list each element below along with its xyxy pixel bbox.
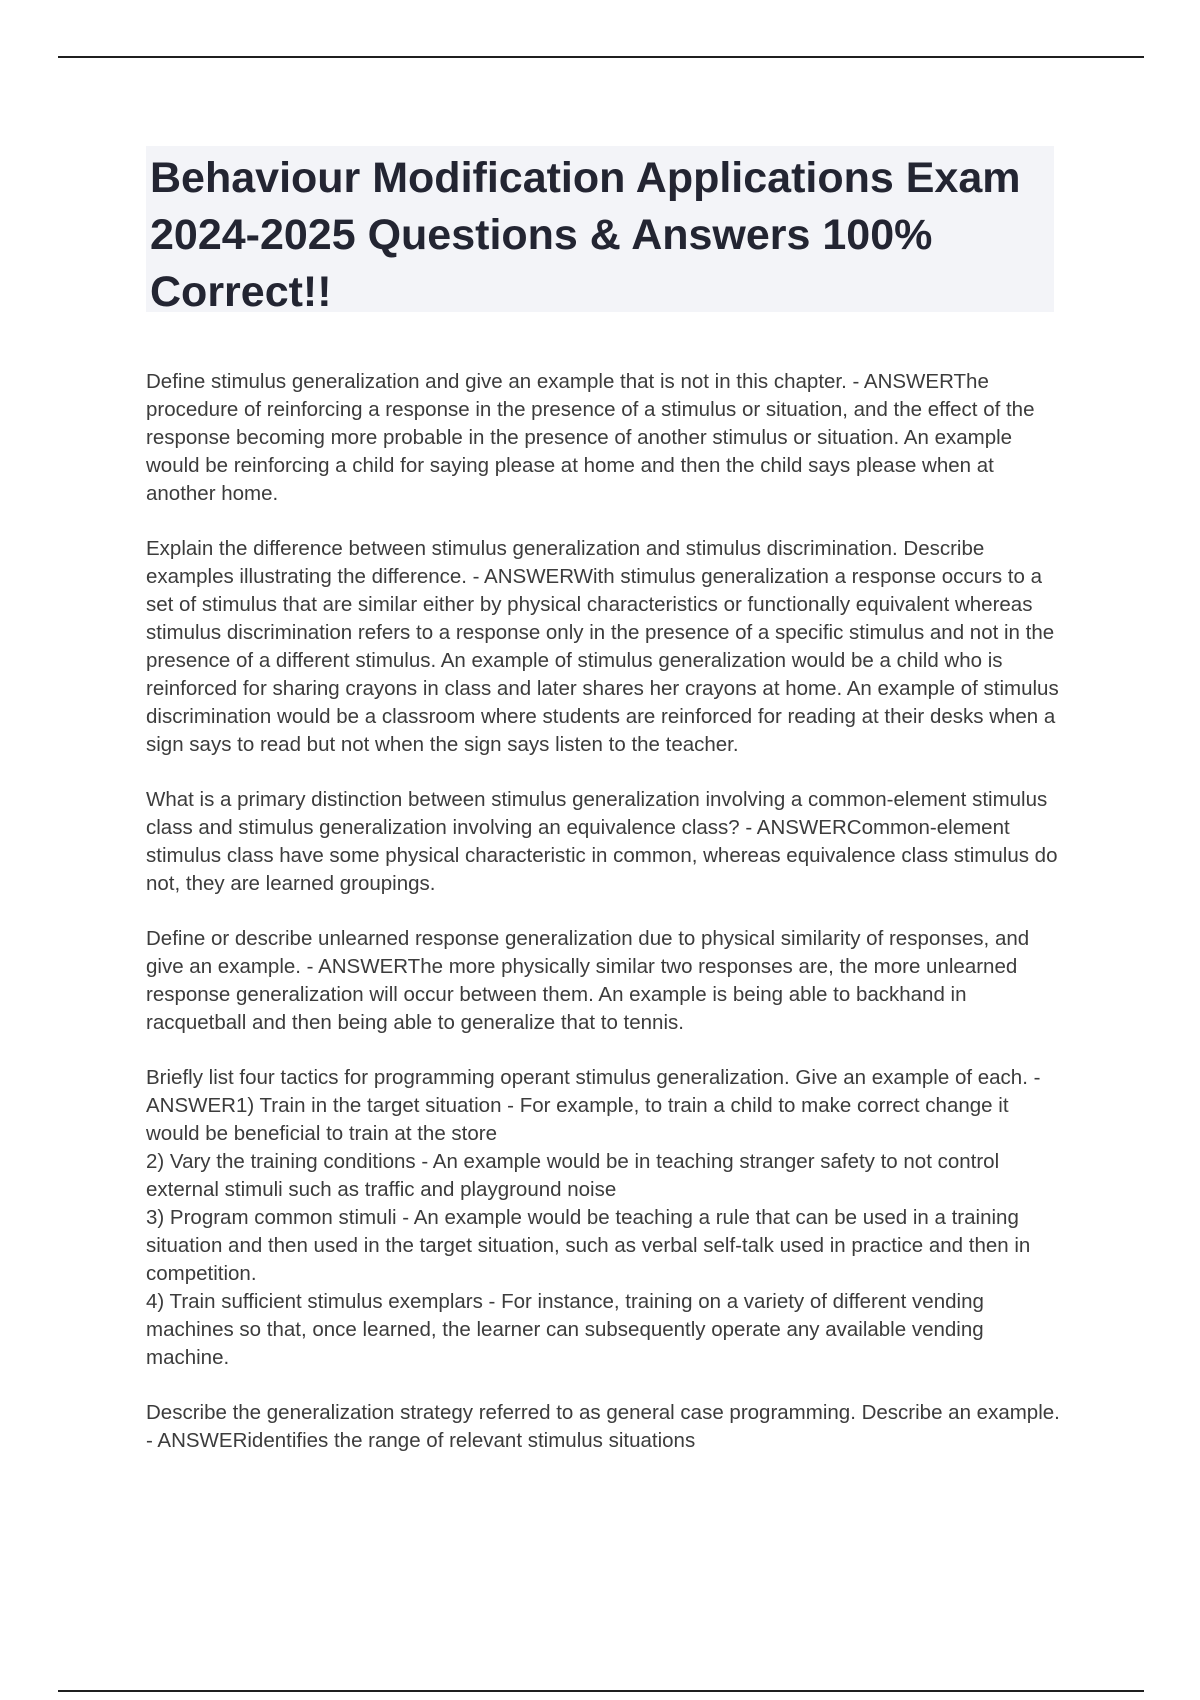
qa-item-2: Explain the difference between stimulus generalization and stimulus discrimination. Describe examples illustrating the difference. - ANSWERWith stimulus generalization a response occurs to a set of stimulus that are similar either by physical characteristics or functionally equivalent whereas stimulus discrimination refers to a response only in the presence of a specific stimulus and not in the presence of a different stimulus. An example of stimulus generalization would be a child who is reinforced for sharing crayons in class and later shares her crayons at home. An example of stimulus discrimination would be a classroom where students are reinforced for reading at their desks when a sign says to read but not when the sign says listen to the teacher. bbox=[146, 537, 1059, 756]
qa-item-4: Define or describe unlearned response generalization due to physical similarity of responses, and give an example. - ANSWERThe more physically similar two responses are, the more unlearned response generalization will occur between them. An example is being able to backhand in racquetball and then being able to generalize that to tennis. bbox=[146, 927, 1030, 1034]
title-block bbox=[146, 146, 1054, 316]
qa-item-5: Briefly list four tactics for programming operant stimulus generalization. Give an example of each. - ANSWER1) Train in the target situation - For example, to train a child to make correct change it would be beneficial to train at the store 2) Vary the training conditions - An example would be in teaching stranger safety to not control external stimuli such as traffic and playground noise 3) Program common stimuli - An example would be teaching a rule that can be used in a training situation and then used in the target situation, such as verbal self-talk used in practice and then in competition. 4) Train sufficient stimulus exemplars - For instance, training on a variety of different vending machines so that, once learned, the learner can subsequently operate any available vending machine. bbox=[146, 1066, 1041, 1369]
bottom-divider bbox=[58, 1690, 1144, 1692]
top-divider bbox=[58, 56, 1144, 58]
document-title: Behaviour Modification Applications Exam 2024-2025 Questions & Answers 100% Correct!! bbox=[150, 154, 1021, 316]
qa-item-6: Describe the generalization strategy referred to as general case programming. Describe an example. - ANSWERidentifies the range of relevant stimulus situations bbox=[146, 1401, 1060, 1452]
qa-list bbox=[146, 368, 1066, 1482]
qa-item-3: What is a primary distinction between stimulus generalization involving a common-element stimulus class and stimulus generalization involving an equivalence class? - ANSWERCommon-element stimulus class have some physical characteristic in common, whereas equivalence class stimulus do not, they are learned groupings. bbox=[146, 788, 1058, 895]
qa-item-1: Define stimulus generalization and give an example that is not in this chapter. - ANSWERThe procedure of reinforcing a response in the presence of a stimulus or situation, and the effect of the response becoming more probable in the presence of another stimulus or situation. An example would be reinforcing a child for saying please at home and then the child says please when at another home. bbox=[146, 370, 1035, 505]
